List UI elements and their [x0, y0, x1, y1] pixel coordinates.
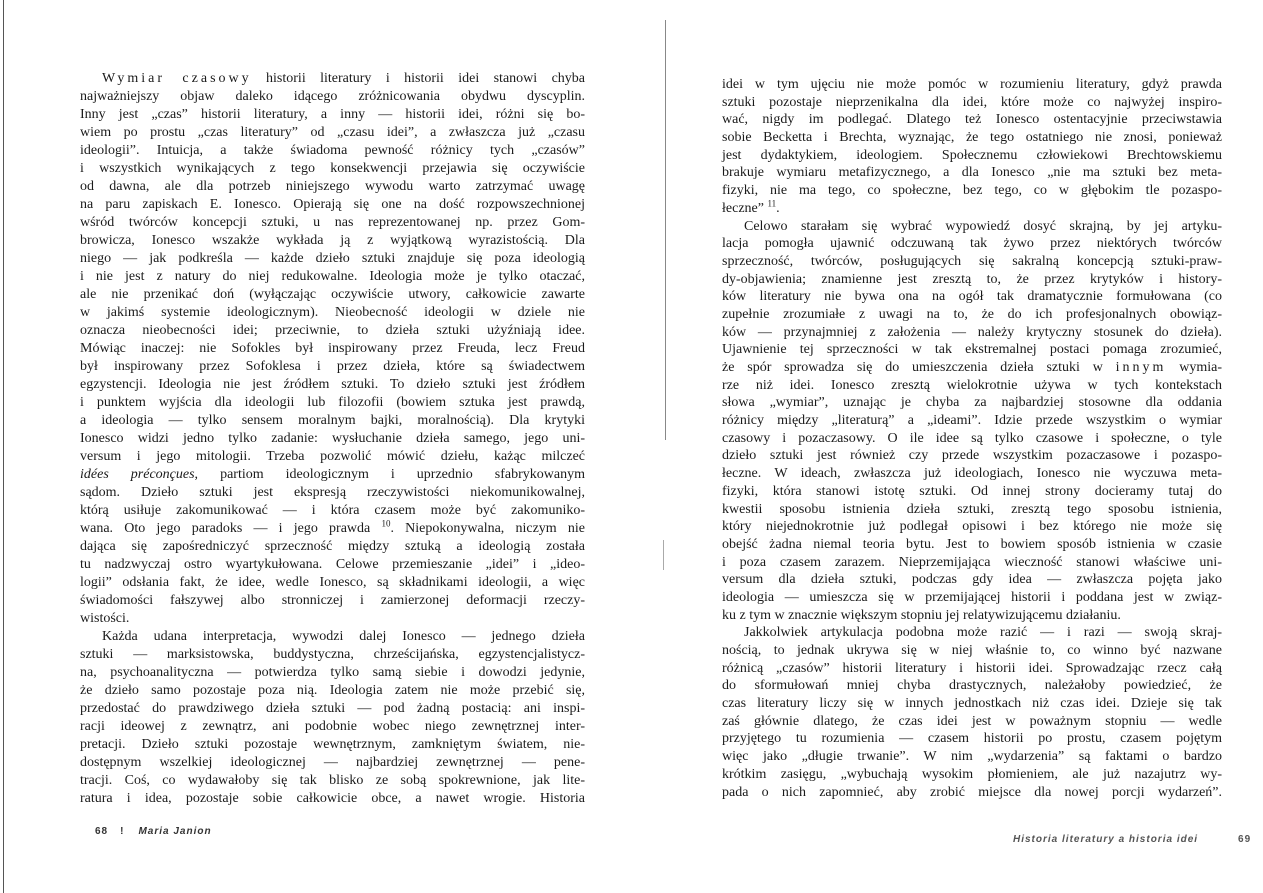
text-line: na, psychoanalityczna — potwierdza tylko samą siebie i dowodzi jedynie,: [80, 665, 585, 680]
text-line: sztuki pozostaje nieprzenikalna dla idei, które może co najwyżej inspiro-: [722, 94, 1222, 110]
scan-edge-line: [3, 0, 4, 893]
text-line: Inny jest „czas” historii literatury, a inny — historii idei, różni się bo-: [80, 107, 585, 122]
right-page-footer: [1013, 834, 1251, 845]
text-line: dostępnym wszelkiej ideologicznej — najbardziej zewnętrznej — pene-: [80, 755, 585, 770]
text-segment: Wymiar czasowy: [102, 71, 252, 86]
text-segment: wana. Oto jego paradoks — i jego prawda: [80, 521, 382, 536]
text-line: wiem po prostu „czas literatury” od „czasu idei”, a zwłaszcza już „czasu: [80, 125, 585, 140]
text-line: do sformułowań mniej chyba drastycznych, należałoby powiedzieć, że: [722, 678, 1222, 694]
text-line: i nie jest z natury do niej redukowalne. Ideologia może je tylko otaczać,: [80, 269, 585, 284]
text-line: Ionesco widzi jedno tylko zadanie: wysłuchanie dzieła samego, jego uni-: [80, 431, 585, 446]
page-gutter-line: [665, 20, 666, 440]
text-line: ideologia — umieszcza się w przemijającej historii i poddana jest w związ-: [722, 589, 1222, 605]
text-line: i poza czasem zarazem. Nieprzemijająca wieczność stanowi właściwe uni-: [722, 554, 1222, 570]
text-line: ków — przynajmniej z założenia — należy krytyczny stosunek do dzieła).: [722, 324, 1222, 340]
text-line: czas literatury liczy się w innych jednostkach niż czas idei. Dzieje się tak: [722, 696, 1222, 712]
text-line: od dawna, ale dla potrzeb niniejszego wywodu warto zatrzymać uwagę: [80, 179, 585, 194]
text-line: fizyki, nie ma tego, co społeczne, bez tego, co w głębokim tle pozaspo-: [722, 183, 1222, 199]
text-line: brakuje wymiaru metafizycznego, a dla Ionesco „nie ma sztuki bez meta-: [722, 165, 1222, 181]
text-line: egzystencji. Ideologia nie jest źródłem sztuki. To dzieło sztuki jest źródłem: [80, 377, 585, 392]
text-line: idei w tym ujęciu nie może pomóc w rozumieniu literatury, gdyż prawda: [722, 77, 1222, 92]
text-line: tu nadzwyczaj ostro wyartykułowana. Celowe przemieszanie „idei” i „ideo-: [80, 557, 585, 572]
text-line: sprzeczność, twórców, posługujących się sakralną koncepcją sztuki-praw-: [722, 253, 1222, 269]
text-line: wistości.: [80, 611, 130, 626]
text-line: obejść żadna niemal teoria bytu. Jest to bowiem sposób istnienia w czasie: [722, 536, 1222, 552]
text-line: Ujawnienie tej sprzeczności w tak ekstremalnej postaci pomaga zrozumieć,: [722, 342, 1222, 358]
footer-author: Maria Janion: [138, 826, 212, 837]
right-page-text: [722, 76, 1222, 801]
text-line: wać, nigdy im podlegać. Dlatego też Ionesco ostentacyjnie przeciwstawia: [722, 112, 1222, 128]
text-line: a ideologia — tylko sensem moralnym bajki, moralnością). Dla krytyki: [80, 413, 585, 428]
text-line: ideologii”. Intuicja, a także świadoma pewność różnicy tych „czasów”: [80, 143, 585, 158]
text-line: sztuki — marksistowska, buddystyczna, chrześcijańska, egzystencjalistycz-: [80, 647, 585, 662]
text-segment: . Niepokonywalna, niczym nie: [390, 521, 585, 536]
text-line: [722, 359, 1222, 377]
text-line: pada o nich zapomnieć, aby zrobić miejsce dla nowej porcji wydarzeń”.: [722, 784, 1222, 800]
footnote-ref: 11: [767, 198, 777, 209]
text-line: zaś głównie dlatego, że czas idei jest w poważnym stopniu — wedle: [722, 713, 1222, 729]
text-line: krótkim zasięgu, „wybuchają wysokim płomieniem, ale już nazajutrz wy-: [722, 766, 1222, 782]
text-line: różnicy między „literaturą” a „ideami”. Idzie przede wszystkim o wymiar: [722, 413, 1222, 429]
text-line: ków literatury nie bywa ona na ogół tak dramatycznie formułowana (co: [722, 289, 1222, 305]
text-line: [80, 466, 585, 484]
text-line: dzieło sztuki jest również czy przede wszystkim pozaczasowe i pozaspo-: [722, 448, 1222, 464]
text-segment: innym: [1115, 360, 1167, 375]
text-segment: , partiom ideologicznym i uprzednio sfabrykowanym: [194, 467, 585, 482]
text-line: Każda udana interpretacja, wywodzi dalej Ionesco — jednego dzieła: [102, 629, 585, 644]
text-line: fizyki, która stanowi istotę sztuki. Od innej strony docieramy tutaj do: [722, 483, 1222, 499]
text-line: Jakkolwiek artykulacja podobna może razić — i razi — swoją skraj-: [744, 625, 1222, 641]
text-line: nością, to jednak ukrywa się w niej właśnie to, co winno być nazwane: [722, 643, 1222, 658]
text-line: różnicą „czasów” historii literatury i historii idei. Sprowadzając rzecz całą: [722, 660, 1222, 676]
text-line: i wszystkich wynikających z tego konsekwencji przejawia się oczywiście: [80, 161, 585, 176]
text-line: ku z tym w znacznie większym stopniu jej relatywizującemu działaniu.: [722, 607, 1121, 623]
text-line: przyjętego tu rozumienia — czasem historii po prostu, czasem pojętym: [722, 731, 1222, 747]
text-line: dy-objawienia; znamienne jest zresztą to, że przez krytyków i history-: [722, 271, 1222, 287]
text-line: lacja pomogła ujawnić odczuwaną tak żywo przez niektórych twórców: [722, 236, 1222, 252]
page-number: 69: [1238, 834, 1252, 845]
footnote-ref: 10: [381, 518, 391, 529]
text-line: był inspirowany przez Sofoklesa i przez dzieła, które są świadectwem: [80, 359, 585, 374]
text-line: który niejednokrotnie już podlegał opisowi i bez którego nie może się: [722, 519, 1222, 535]
text-line: [722, 200, 1222, 218]
text-line: racji ideowej z zewnątrz, ani podobnie wobec niego zewnętrznej inter-: [80, 719, 585, 734]
text-line: że dzieło samo pozostaje poza nią. Ideologia zatem nie może przebić się,: [80, 683, 585, 698]
text-segment: idées préconçues: [80, 467, 195, 482]
text-line: oznacza nieobecności idei; przeciwnie, to dzieła sztuki użyźniają idee.: [80, 323, 585, 338]
text-line: na paru zapiskach E. Ionesco. Opierają się one na dość rozpowszechnionej: [80, 197, 585, 212]
text-segment: wymia-: [1166, 360, 1222, 375]
text-line: słowa „wymiar”, uznając je chyba za najbardziej stosowne dla oddania: [722, 395, 1222, 411]
text-line: browicza, Ionesco wszakże wykłada ją z wyjątkową wyrazistością. Dla: [80, 233, 585, 248]
text-line: dająca się zapośredniczyć sprzeczność między sztuką a ideologią została: [80, 539, 585, 554]
text-line: i punktem wyjścia dla ideologii lub filozofii (bowiem sztuka jest prawdą,: [80, 395, 585, 410]
text-line: ratura i idea, pozostaje sobie całkowicie obce, a nawet wrogie. Historia: [80, 791, 585, 806]
text-line: jest dydaktykiem, ideologiem. Społecznemu człowiekowi Brechtowskiemu: [722, 147, 1222, 163]
text-line: którą usiłuje zakomunikować — i która czasem może być zakomuniko-: [80, 503, 585, 518]
text-line: versum i jego mitologii. Trzeba pozwolić mówić dziełu, każąc milczeć: [80, 449, 585, 464]
text-line: sobie Becketta i Brechta, wyznając, że tego ostatniego nie znosi, ponieważ: [722, 130, 1222, 146]
left-page-text: [80, 70, 585, 808]
footer-separator: !: [120, 826, 125, 837]
text-line: [80, 70, 585, 88]
text-line: [80, 520, 585, 538]
text-segment: łeczne”: [722, 200, 768, 216]
text-line: versum dla dzieła sztuki, podczas gdy idea — zwłaszcza pojęta jako: [722, 572, 1222, 588]
text-line: kwestii sposobu istnienia dzieła sztuki, zresztą tego sposobu istnienia,: [722, 501, 1222, 517]
text-line: przedostać do prawdziwego dzieła sztuki — pod żadną postacią: ani inspi-: [80, 701, 585, 716]
text-line: w jakimś systemie ideologicznym). Nieobecność ideologii w dziele nie: [80, 305, 585, 320]
text-line: pretacji. Dzieło sztuki pozostaje wewnętrznym, zamkniętym światem, nie-: [80, 737, 585, 752]
page-number: 68: [95, 826, 109, 837]
text-line: ale nie przenikać doń (wyłączając oczywiście utwory, całkowicie zawarte: [80, 287, 585, 302]
text-segment: że spór sprowadza się do umieszczenia dzieła sztuki w: [722, 360, 1116, 375]
text-line: czasowy i pozaczasowy. O ile idee są tylko czasowe i społeczne, o tyle: [722, 430, 1222, 446]
text-line: sądom. Dzieło sztuki jest ekspresją rzeczywistości niekomunikowalnej,: [80, 485, 585, 500]
text-line: zupełnie zrozumiałe z uwagi na to, że do ich profesjonalnych obowiąz-: [722, 306, 1222, 322]
text-line: łeczne. W ideach, zwłaszcza już ideologiach, Ionesco nie wyczuwa meta-: [722, 466, 1222, 482]
text-line: więc jako „długie trwanie”. W nim „wydarzenia” są faktami o bardzo: [722, 749, 1222, 765]
text-line: świadomości fałszywej albo stronniczej i zamierzonej deformacji rzeczy-: [80, 593, 585, 608]
text-segment: .: [776, 200, 780, 216]
text-line: Celowo starałam się wybrać wypowiedź dosyć skrajną, by jej artyku-: [744, 218, 1222, 234]
text-line: tracji. Coś, co wydawałoby się tak blisko ze sobą spokrewnione, jak lite-: [80, 773, 585, 788]
text-segment: historii literatury i historii idei stanowi chyba: [251, 71, 585, 86]
text-line: najważniejszy objaw daleko idącego zróżnicowania obydwu dyscyplin.: [80, 89, 585, 104]
text-line: niego — jak podkreśla — każde dzieło sztuki znajduje się poza ideologią: [80, 251, 585, 266]
page-gutter-mark: [663, 540, 664, 570]
running-title: Historia literatury a historia idei: [1013, 834, 1199, 845]
left-page-footer: [95, 826, 212, 837]
text-line: Mówiąc inaczej: nie Sofokles był inspirowany przez Freuda, lecz Freud: [80, 341, 585, 356]
text-line: logii” odsłania fakt, że idee, wedle Ionesco, są składnikami ideologii, a więc: [80, 575, 585, 590]
text-line: wśród twórców koncepcji sztuki, u nas reprezentowanej np. przez Gom-: [80, 215, 585, 230]
text-line: rze niż idei. Ionesco zresztą wielokrotnie używa w tych kontekstach: [722, 377, 1222, 393]
